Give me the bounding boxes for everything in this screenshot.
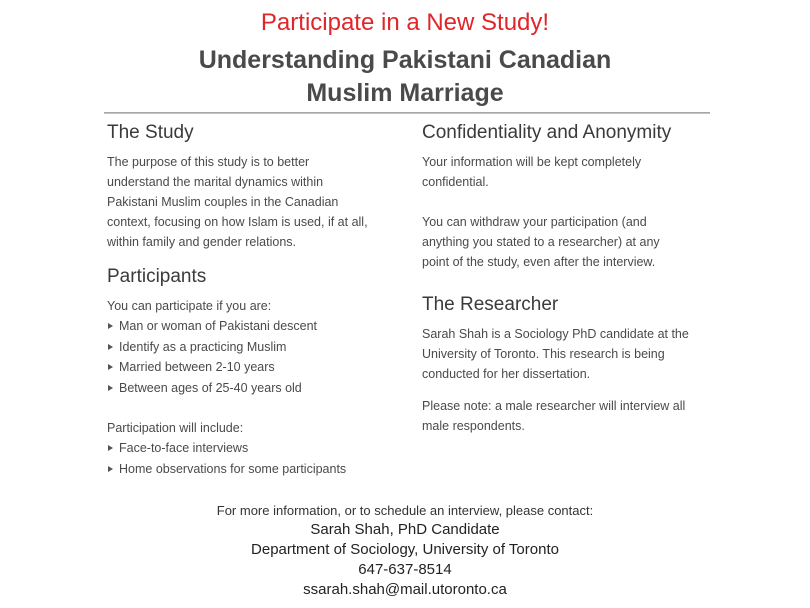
contact-block	[0, 502, 810, 600]
researcher-line: University of Toronto. This research is being	[422, 347, 665, 361]
researcher-line: conducted for her dissertation.	[422, 367, 591, 381]
contact-lead: For more information, or to schedule an interview, please contact:	[216, 503, 594, 518]
study-line: understand the marital dynamics within	[107, 175, 324, 189]
title-line-2: Muslim Marriage	[306, 79, 504, 107]
list-item: Face-to-face interviews	[107, 438, 397, 459]
note-line: Please note: a male researcher will interview all	[422, 399, 686, 413]
include-intro: Participation will include:	[107, 421, 244, 435]
study-line: Pakistani Muslim couples in the Canadian	[107, 195, 339, 209]
withdraw-line: You can withdraw your participation (and	[422, 215, 647, 229]
banner-heading: Participate in a New Study!	[260, 9, 550, 36]
list-item: Home observations for some participants	[107, 459, 397, 480]
contact-department: Department of Sociology, University of Toronto	[251, 541, 559, 558]
contact-phone: 647-637-8514	[358, 561, 452, 578]
confidentiality-line: confidential.	[422, 175, 489, 189]
list-item: Married between 2-10 years	[107, 357, 397, 378]
confidentiality-heading: Confidentiality and Anonymity	[422, 122, 672, 143]
title-line-1: Understanding Pakistani Canadian	[198, 46, 612, 74]
study-line: The purpose of this study is to better	[107, 155, 310, 169]
includes-list	[107, 438, 397, 479]
page-title	[0, 44, 810, 110]
contact-email: ssarah.shah@mail.utoronto.ca	[303, 581, 507, 598]
participants-heading: Participants	[107, 266, 207, 287]
withdraw-line: anything you stated to a researcher) at any	[422, 235, 660, 249]
list-item: Identify as a practicing Muslim	[107, 337, 397, 358]
study-line: context, focusing on how Islam is used, if at all,	[107, 215, 368, 229]
list-item: Between ages of 25-40 years old	[107, 378, 397, 399]
contact-name: Sarah Shah, PhD Candidate	[310, 521, 500, 538]
divider	[104, 112, 710, 114]
criteria-list	[107, 316, 397, 398]
left-column	[107, 120, 397, 479]
study-line: within family and gender relations.	[107, 235, 296, 249]
participants-intro: You can participate if you are:	[107, 299, 272, 313]
confidentiality-line: Your information will be kept completely	[422, 155, 642, 169]
note-line: male respondents.	[422, 419, 525, 433]
study-heading: The Study	[107, 122, 194, 143]
right-column	[422, 120, 722, 436]
researcher-heading: The Researcher	[422, 294, 559, 315]
researcher-line: Sarah Shah is a Sociology PhD candidate at the	[422, 327, 689, 341]
withdraw-line: point of the study, even after the interview.	[422, 255, 656, 269]
list-item: Man or woman of Pakistani descent	[107, 316, 397, 337]
